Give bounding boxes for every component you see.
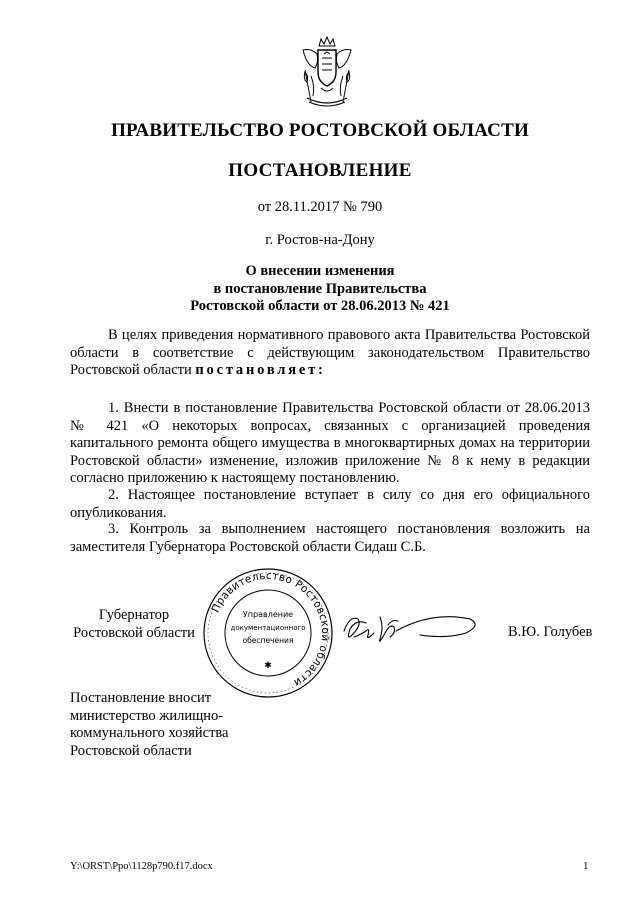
official-seal-icon bbox=[200, 565, 336, 701]
seal-star-icon: ✱ bbox=[264, 660, 272, 670]
submitted-by-line: министерство жилищно- bbox=[70, 707, 224, 724]
decree-item-1: 1. Внести в постановление Правительства Ростовской области от 28.06.2013 № 421 «О некоторых вопросах, связанных с организацией проведения капитального ремонта общего имущества в многоквартирных домах на территории Ростовской области» изменение, изложив приложение № 8 к нему в редакции согласно приложению к настоящему постановлению. bbox=[70, 400, 590, 486]
subject-line: Ростовской области от 28.06.2013 № 421 bbox=[190, 298, 450, 314]
document-subject bbox=[0, 263, 640, 316]
document-type: ПОСТАНОВЛЕНИЕ bbox=[228, 160, 412, 181]
subject-line: в постановление Правительства bbox=[213, 280, 427, 297]
signer-title-line: Ростовской области bbox=[73, 625, 195, 641]
preamble-text: В целях приведения нормативного правового акта Правительства Ростовской области в соответствие с действующим законодательством Правительство Ростовской области bbox=[70, 327, 590, 378]
file-path: Y:\ORST\Ppo\1128p790.f17.docx bbox=[70, 861, 213, 872]
submitted-by-note bbox=[70, 690, 270, 760]
signer-title bbox=[64, 606, 204, 642]
seal-center-text: обеспечения bbox=[242, 636, 294, 645]
document-date-number: от 28.11.2017 № 790 bbox=[257, 199, 383, 215]
submitted-by-line: Ростовской области bbox=[70, 742, 192, 759]
seal-center-text: Управление bbox=[242, 610, 294, 619]
coat-of-arms-icon bbox=[297, 36, 357, 110]
decree-item-3: 3. Контроль за выполнением настоящего постановления возложить на заместителя Губернатора Ростовской области Сидаш С.Б. bbox=[70, 521, 590, 555]
page-number: 1 bbox=[583, 860, 589, 872]
seal-center-text: документационного bbox=[230, 624, 306, 632]
signer-name: В.Ю. Голубев bbox=[508, 624, 593, 640]
government-name: ПРАВИТЕЛЬСТВО РОСТОВСКОЙ ОБЛАСТИ bbox=[111, 120, 529, 141]
seal-ring-text: Правительство Ростовской области bbox=[209, 569, 332, 689]
decree-keyword: постановляет: bbox=[195, 362, 326, 378]
subject-line: О внесении изменения bbox=[245, 263, 395, 279]
handwritten-signature-icon bbox=[336, 605, 482, 649]
submitted-by-line: коммунального хозяйства bbox=[70, 725, 229, 741]
submitted-by-line: Постановление вносит bbox=[70, 690, 212, 706]
signer-title-line: Губернатор bbox=[98, 607, 170, 623]
preamble-paragraph bbox=[70, 327, 590, 380]
decree-item-2: 2. Настоящее постановление вступает в силу со дня его официального опубликования. bbox=[70, 487, 590, 521]
city: г. Ростов-на-Дону bbox=[265, 232, 375, 248]
